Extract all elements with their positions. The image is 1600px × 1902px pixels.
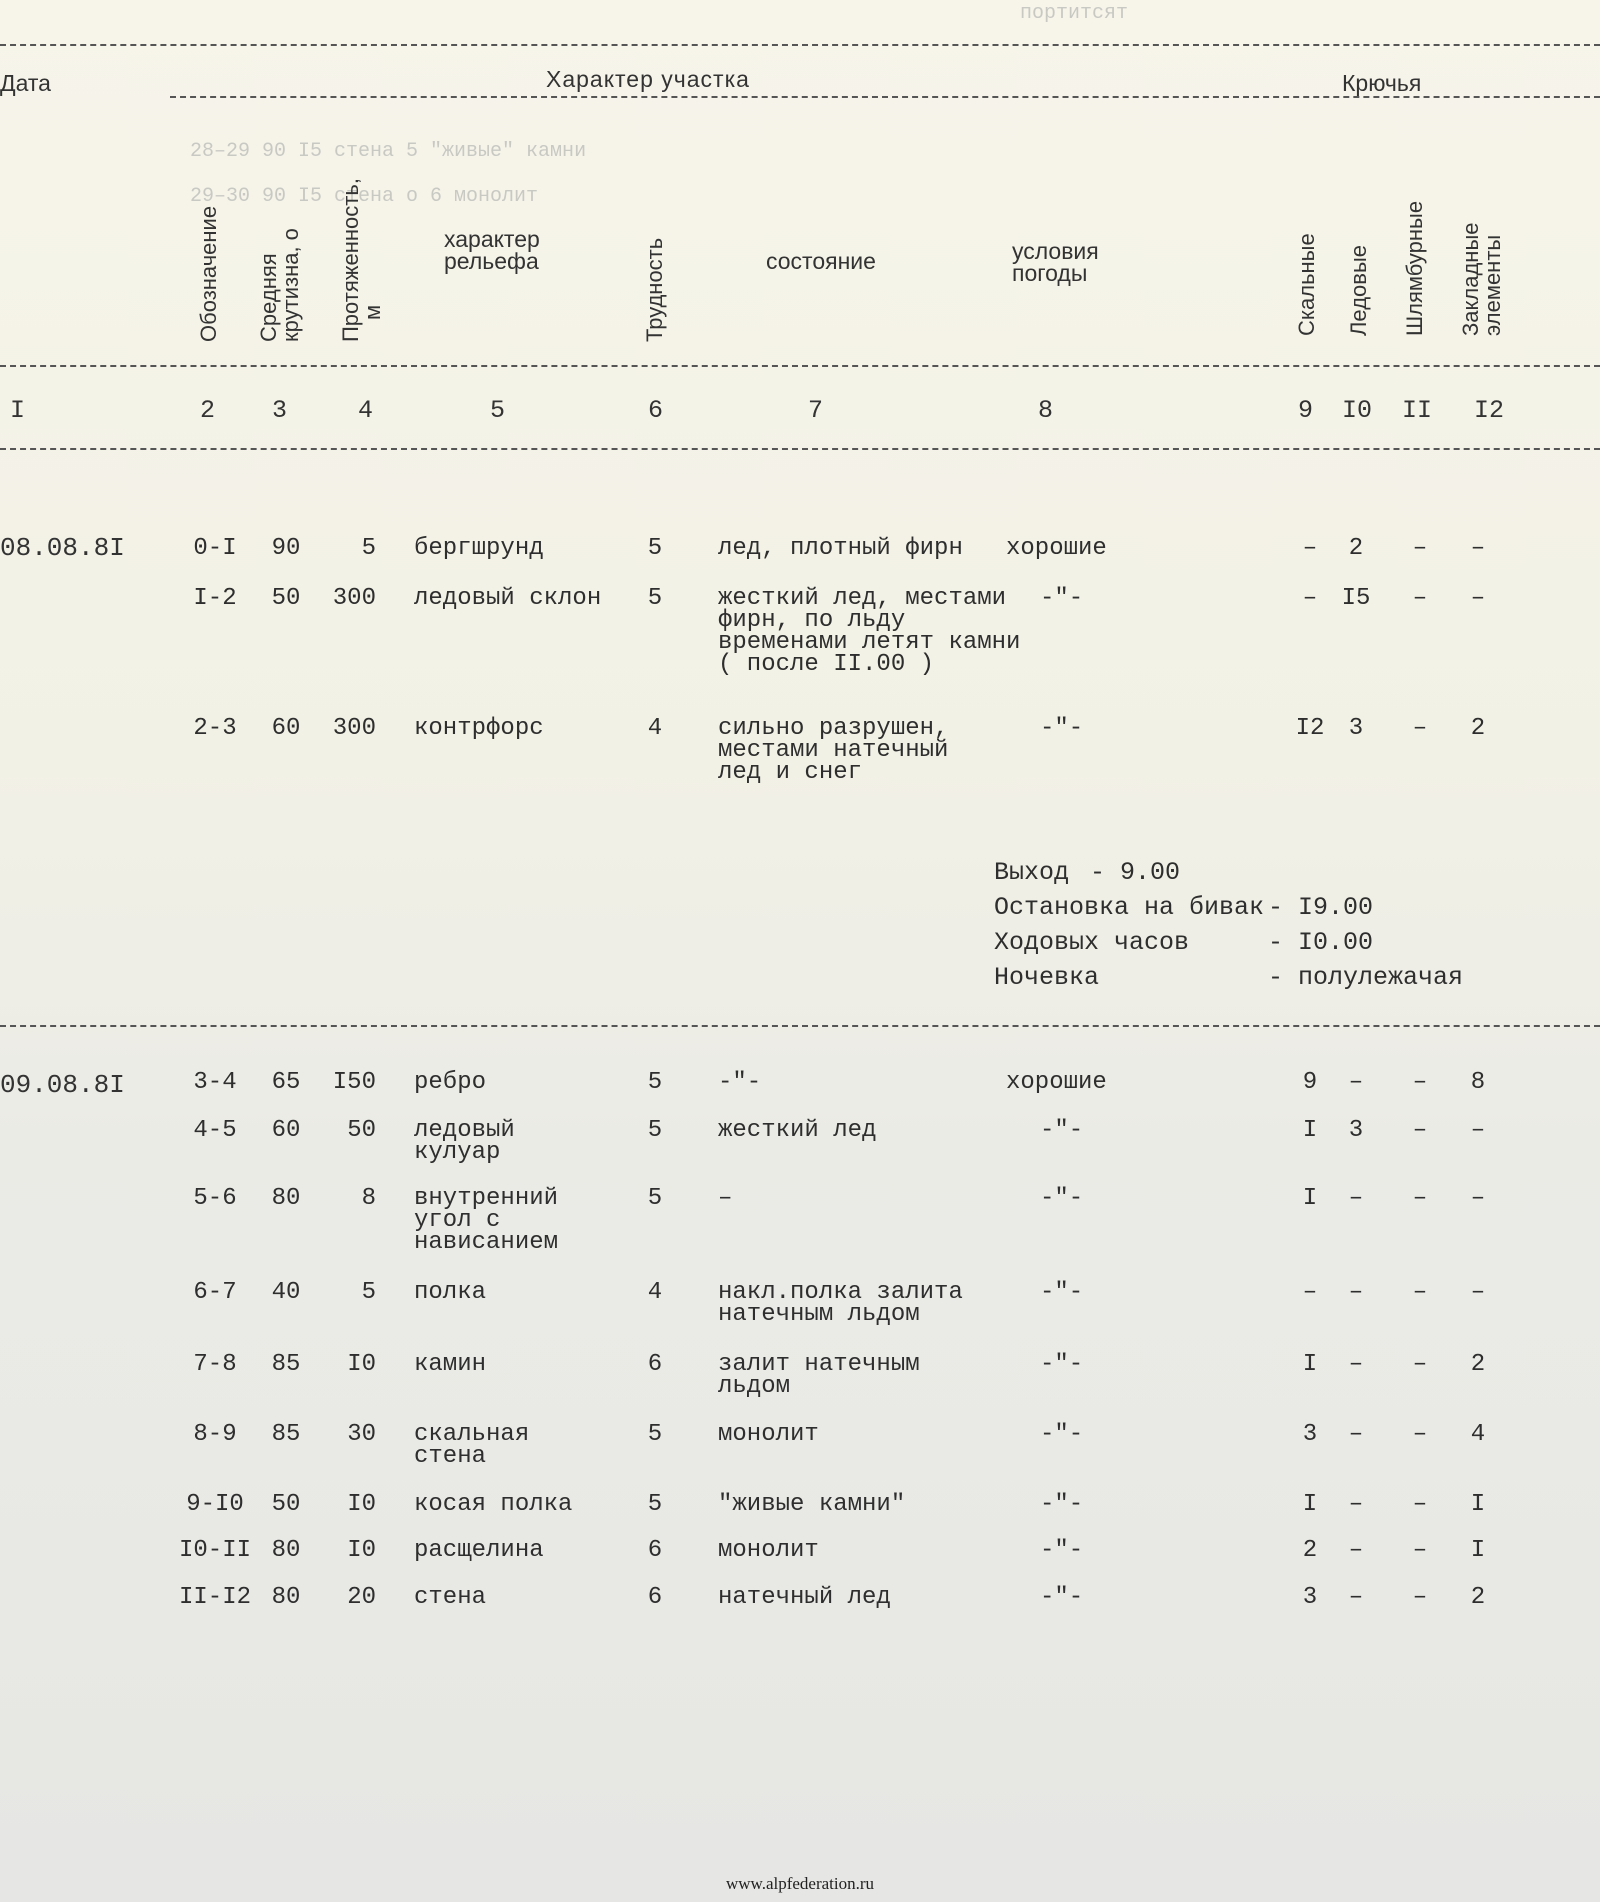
cell-chocks: – xyxy=(1470,1185,1486,1212)
cell-weather: -"- xyxy=(1040,1421,1084,1448)
cell-ice: – xyxy=(1348,1279,1364,1306)
header-relief: характер рельефа xyxy=(444,226,540,274)
cell-difficulty: 5 xyxy=(647,1421,663,1448)
cell-segment: 2-3 xyxy=(193,715,237,742)
cell-rock: I xyxy=(1302,1351,1318,1378)
cell-ice: – xyxy=(1348,1491,1364,1518)
colnum: I xyxy=(10,396,26,425)
cell-screw: – xyxy=(1412,1069,1428,1096)
cell-condition: монолит xyxy=(718,1421,819,1448)
cell-difficulty: 5 xyxy=(647,1185,663,1212)
header-hooks-group: Крючья xyxy=(1342,70,1422,96)
colnum: I0 xyxy=(1342,396,1373,425)
cell-steepness: 60 xyxy=(271,715,301,742)
cell-steepness: 85 xyxy=(271,1351,301,1378)
cell-relief: ледовый кулуар xyxy=(414,1117,515,1166)
cell-segment: I0-II xyxy=(178,1537,251,1564)
cell-length: I0 xyxy=(347,1351,376,1378)
cell-length: 20 xyxy=(347,1584,376,1611)
cell-ice: 3 xyxy=(1348,1117,1364,1144)
cell-difficulty: 4 xyxy=(647,715,663,742)
header-date: Дата xyxy=(0,70,51,96)
cell-segment: 9-I0 xyxy=(186,1491,244,1518)
summary-label: Ходовых часов xyxy=(994,928,1190,957)
cell-weather: -"- xyxy=(1040,1117,1084,1144)
cell-weather: хорошие xyxy=(1006,535,1107,562)
cell-chocks: 4 xyxy=(1470,1421,1486,1448)
cell-length: 50 xyxy=(347,1117,376,1144)
cell-rock: – xyxy=(1302,1279,1318,1306)
summary-value: - I0.00 xyxy=(1268,928,1374,957)
cell-ice: I5 xyxy=(1341,585,1371,612)
footer-url: www.alpfederation.ru xyxy=(725,1874,875,1893)
cell-condition: -"- xyxy=(718,1069,762,1096)
cell-condition: жесткий лед xyxy=(718,1117,877,1144)
cell-steepness: 50 xyxy=(271,585,301,612)
cell-chocks: 2 xyxy=(1470,1584,1486,1611)
colnum: 5 xyxy=(490,396,506,425)
cell-length: I0 xyxy=(347,1491,376,1518)
colnum: 8 xyxy=(1038,396,1054,425)
cell-steepness: 85 xyxy=(271,1421,301,1448)
summary-value: - 9.00 xyxy=(1090,858,1181,887)
summary-label: Выход xyxy=(994,858,1070,887)
cell-length: I0 xyxy=(347,1537,376,1564)
cell-length: 300 xyxy=(332,585,376,612)
cell-segment: II-I2 xyxy=(178,1584,251,1611)
cell-length: 5 xyxy=(361,535,376,562)
cell-screw: – xyxy=(1412,535,1428,562)
cell-rock: I xyxy=(1302,1491,1318,1518)
colnum: 2 xyxy=(200,396,216,425)
summary-label: Ночевка xyxy=(994,963,1100,992)
summary-label: Остановка на бивак xyxy=(994,893,1265,922)
cell-steepness: 60 xyxy=(271,1117,301,1144)
cell-steepness: 50 xyxy=(271,1491,301,1518)
cell-weather: хорошие xyxy=(1006,1069,1107,1096)
colnum: 3 xyxy=(272,396,288,425)
cell-ice: – xyxy=(1348,1421,1364,1448)
cell-relief: скальная стена xyxy=(414,1421,530,1470)
cell-chocks: – xyxy=(1470,585,1486,612)
cell-relief: косая полка xyxy=(414,1491,573,1518)
cell-condition: лед, плотный фирн xyxy=(718,535,963,562)
cell-weather: -"- xyxy=(1040,1491,1084,1518)
cell-steepness: 80 xyxy=(271,1185,301,1212)
cell-difficulty: 6 xyxy=(647,1537,663,1564)
cell-difficulty: 5 xyxy=(647,1491,663,1518)
cell-condition: сильно разрушен, местами натечный лед и снег xyxy=(718,715,949,786)
cell-screw: – xyxy=(1412,1491,1428,1518)
colnum: II xyxy=(1402,396,1433,425)
cell-steepness: 90 xyxy=(271,535,301,562)
colnum: 9 xyxy=(1298,396,1314,425)
cell-relief: полка xyxy=(414,1279,487,1306)
cell-screw: – xyxy=(1412,1185,1428,1212)
cell-condition: натечный лед xyxy=(718,1584,891,1611)
cell-relief: ледовый склон xyxy=(414,585,602,612)
cell-segment: 3-4 xyxy=(193,1069,237,1096)
cell-segment: I-2 xyxy=(193,585,237,612)
cell-condition: – xyxy=(718,1185,733,1212)
cell-rock: – xyxy=(1302,535,1318,562)
cell-chocks: 2 xyxy=(1470,715,1486,742)
summary-value: - полулежачая xyxy=(1268,963,1464,992)
cell-segment: 7-8 xyxy=(193,1351,237,1378)
cell-ice: – xyxy=(1348,1584,1364,1611)
cell-rock: 9 xyxy=(1302,1069,1318,1096)
summary-value: - I9.00 xyxy=(1268,893,1374,922)
cell-rock: – xyxy=(1302,585,1318,612)
cell-relief: стена xyxy=(414,1584,487,1611)
cell-steepness: 80 xyxy=(271,1584,301,1611)
cell-steepness: 80 xyxy=(271,1537,301,1564)
cell-rock: 2 xyxy=(1302,1537,1318,1564)
cell-ice: – xyxy=(1348,1069,1364,1096)
cell-screw: – xyxy=(1412,1421,1428,1448)
cell-ice: 2 xyxy=(1348,535,1364,562)
cell-condition: накл.полка залита натечным льдом xyxy=(718,1279,963,1328)
cell-relief: контрфорс xyxy=(414,715,544,742)
cell-screw: – xyxy=(1412,715,1428,742)
cell-chocks: 8 xyxy=(1470,1069,1486,1096)
cell-difficulty: 5 xyxy=(647,585,663,612)
cell-length: 8 xyxy=(361,1185,376,1212)
cell-condition: монолит xyxy=(718,1537,819,1564)
header-screw: Шлямбурные xyxy=(1402,200,1427,336)
cell-screw: – xyxy=(1412,1584,1428,1611)
cell-screw: – xyxy=(1412,1279,1428,1306)
cell-rock: 3 xyxy=(1302,1421,1318,1448)
cell-relief: камин xyxy=(414,1351,487,1378)
cell-rock: I xyxy=(1302,1117,1318,1144)
cell-segment: 0-I xyxy=(193,535,237,562)
cell-chocks: – xyxy=(1470,1279,1486,1306)
cell-chocks: – xyxy=(1470,1117,1486,1144)
cell-relief: ребро xyxy=(414,1069,487,1096)
cell-difficulty: 5 xyxy=(647,1117,663,1144)
cell-ice: – xyxy=(1348,1185,1364,1212)
cell-screw: – xyxy=(1412,1117,1428,1144)
cell-segment: 5-6 xyxy=(193,1185,237,1212)
cell-condition: залит натечным льдом xyxy=(718,1351,920,1400)
cell-condition: жесткий лед, местами фирн, по льду временами летят камни ( после II.00 ) xyxy=(718,585,1021,678)
cell-chocks: – xyxy=(1470,535,1486,562)
cell-segment: 8-9 xyxy=(193,1421,237,1448)
colnum: 6 xyxy=(648,396,664,425)
cell-length: 5 xyxy=(361,1279,376,1306)
cell-condition: "живые камни" xyxy=(718,1491,906,1518)
header-section-group: Характер участка xyxy=(546,66,750,92)
cell-segment: 6-7 xyxy=(193,1279,237,1306)
day2-date: 09.08.8I xyxy=(0,1070,125,1100)
cell-length: 30 xyxy=(347,1421,376,1448)
cell-difficulty: 6 xyxy=(647,1584,663,1611)
header-ice: Ледовые xyxy=(1346,245,1371,336)
cell-rock: I xyxy=(1302,1185,1318,1212)
colnum: I2 xyxy=(1474,396,1505,425)
cell-difficulty: 5 xyxy=(647,535,663,562)
cell-chocks: I xyxy=(1470,1491,1486,1518)
cell-difficulty: 5 xyxy=(647,1069,663,1096)
cell-weather: -"- xyxy=(1040,1185,1084,1212)
cell-segment: 4-5 xyxy=(193,1117,237,1144)
cell-relief: бергшрунд xyxy=(414,535,544,562)
cell-rock: 3 xyxy=(1302,1584,1318,1611)
cell-weather: -"- xyxy=(1040,1537,1084,1564)
cell-ice: – xyxy=(1348,1537,1364,1564)
header-length: Протяженность, м xyxy=(338,178,385,342)
cell-chocks: 2 xyxy=(1470,1351,1486,1378)
cell-weather: -"- xyxy=(1040,715,1084,742)
header-chocks: Закладные элементы xyxy=(1458,222,1505,336)
header-difficulty: Трудность xyxy=(642,237,667,342)
cell-weather: -"- xyxy=(1040,1351,1084,1378)
cell-relief: внутренний угол с нависанием xyxy=(414,1185,559,1256)
cell-steepness: 65 xyxy=(271,1069,301,1096)
cell-chocks: I xyxy=(1470,1537,1486,1564)
colnum: 4 xyxy=(358,396,374,425)
cell-rock: I2 xyxy=(1295,715,1325,742)
header-designation: Обозначение xyxy=(196,205,221,342)
cell-length: 300 xyxy=(332,715,376,742)
cell-weather: -"- xyxy=(1040,585,1084,612)
cell-length: I50 xyxy=(332,1069,376,1096)
cell-screw: – xyxy=(1412,1537,1428,1564)
header-rock: Скальные xyxy=(1294,233,1319,336)
cell-screw: – xyxy=(1412,585,1428,612)
cell-screw: – xyxy=(1412,1351,1428,1378)
header-weather: условия погоды xyxy=(1012,238,1099,286)
cell-relief: расщелина xyxy=(414,1537,544,1564)
cell-difficulty: 6 xyxy=(647,1351,663,1378)
cell-steepness: 40 xyxy=(271,1279,301,1306)
cell-difficulty: 4 xyxy=(647,1279,663,1306)
day1-date: 08.08.8I xyxy=(0,533,125,563)
header-condition: состояние xyxy=(766,248,876,274)
cell-ice: 3 xyxy=(1348,715,1364,742)
cell-weather: -"- xyxy=(1040,1584,1084,1611)
header-steepness: Средняя крутизна, о xyxy=(256,228,303,342)
colnum: 7 xyxy=(808,396,824,425)
cell-weather: -"- xyxy=(1040,1279,1084,1306)
cell-ice: – xyxy=(1348,1351,1364,1378)
